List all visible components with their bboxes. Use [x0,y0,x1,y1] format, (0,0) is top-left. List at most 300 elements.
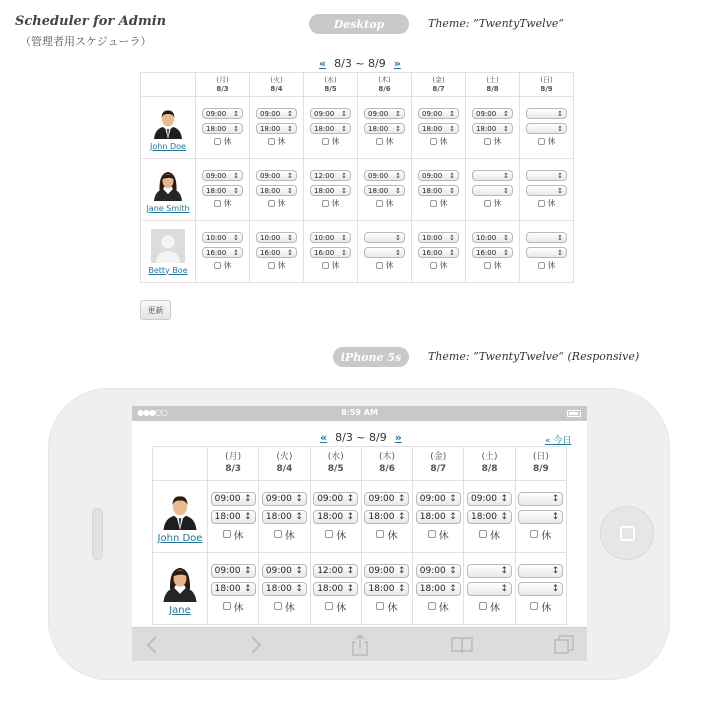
update-button[interactable]: 更新 [140,300,171,320]
end-time-select[interactable] [256,185,297,196]
day-off-label: 休 [331,137,340,146]
start-time-select[interactable] [262,564,307,578]
day-off-toggle[interactable] [412,260,465,271]
next-week-link[interactable]: » [393,57,401,70]
schedule-cell [259,481,310,553]
select-arrow-icon: ↕ [551,511,560,522]
day-off-toggle[interactable] [466,198,519,209]
end-time-select[interactable] [313,582,358,596]
day-off-checkbox[interactable] [479,602,487,610]
start-time-select[interactable] [416,564,461,578]
day-off-label: 休 [493,261,502,270]
day-off-toggle[interactable] [304,136,357,147]
day-off-label: 休 [439,137,448,146]
day-off-label: 休 [223,137,232,146]
start-time-value: 09:00 [214,493,241,504]
select-arrow-icon: ↕ [233,171,239,180]
end-time-select[interactable] [256,247,297,258]
day-of-week: (日) [532,452,549,463]
schedule-cell [208,481,259,553]
start-time-select[interactable] [256,170,297,181]
start-time-select[interactable] [472,170,513,181]
day-off-toggle[interactable] [250,198,303,209]
day-off-toggle[interactable] [311,527,361,542]
select-arrow-icon: ↕ [395,171,401,180]
share-icon[interactable] [340,628,380,661]
schedule-cell [361,481,412,553]
start-time-select[interactable] [202,232,243,243]
schedule-cell [520,159,574,221]
start-time-select[interactable] [418,108,459,119]
start-time-select[interactable] [526,108,567,119]
day-off-toggle[interactable] [304,260,357,271]
start-time-value: 09:00 [368,493,395,504]
start-time-value: 09:00 [206,171,227,180]
day-header [310,447,361,481]
end-time-select[interactable] [416,582,461,596]
end-time-select[interactable] [472,247,513,258]
day-off-label: 休 [385,199,394,208]
select-arrow-icon: ↕ [395,248,401,257]
day-off-checkbox[interactable] [214,200,221,207]
day-off-toggle[interactable] [516,527,566,542]
corner-cell [153,447,208,481]
start-time-select[interactable] [256,232,297,243]
schedule-cell [520,97,574,159]
select-arrow-icon: ↕ [341,186,347,195]
day-off-toggle[interactable] [196,198,249,209]
day-off-checkbox[interactable] [376,200,383,207]
end-time-select[interactable] [364,123,405,134]
end-time-select[interactable] [310,247,351,258]
select-arrow-icon: ↕ [341,248,347,257]
end-time-select[interactable] [202,185,243,196]
day-off-label: 休 [331,261,340,270]
mobile-week-nav [320,431,402,444]
mobile-schedule-table [152,446,567,625]
day-off-toggle[interactable] [304,198,357,209]
day-off-checkbox[interactable] [376,138,383,145]
day-off-label: 休 [439,261,448,270]
start-time-value: 09:00 [214,565,241,576]
day-date: 8/7 [430,463,447,474]
day-off-toggle[interactable] [259,527,309,542]
end-time-select[interactable] [526,185,567,196]
day-date: 8/8 [481,463,498,474]
day-off-label: 休 [493,137,502,146]
day-off-toggle[interactable] [196,260,249,271]
day-off-toggle[interactable] [208,599,258,614]
schedule-cell [250,221,304,283]
day-off-checkbox[interactable] [223,602,231,610]
user-cell [153,481,208,553]
start-time-value: 09:00 [260,171,281,180]
schedule-cell [515,553,566,625]
default-avatar-icon [151,229,185,263]
day-off-toggle[interactable] [413,599,463,614]
forward-icon[interactable] [236,628,276,661]
day-off-label: 休 [336,530,347,542]
day-off-checkbox[interactable] [530,530,538,538]
day-off-checkbox[interactable] [428,602,436,610]
end-time-value: 18:00 [214,511,241,522]
day-date: 8/6 [379,463,395,474]
tabs-icon[interactable] [544,628,584,661]
start-time-value: 09:00 [260,109,281,118]
schedule-cell [412,159,466,221]
day-date: 8/8 [486,84,499,93]
start-time-value: 09:00 [476,109,497,118]
end-time-select[interactable] [256,123,297,134]
end-time-select[interactable] [467,582,512,596]
mobile-theme-label: Theme: ”TwentyTwelve“ (Responsive) [428,350,640,363]
day-header [361,447,412,481]
select-arrow-icon: ↕ [244,493,252,504]
day-off-toggle[interactable] [259,599,309,614]
day-off-checkbox[interactable] [430,200,437,207]
select-arrow-icon: ↕ [395,124,401,133]
select-arrow-icon: ↕ [449,233,455,242]
table-header-row [141,73,574,97]
start-time-select[interactable] [262,492,307,506]
day-off-toggle[interactable] [412,136,465,147]
schedule-cell [520,221,574,283]
phone-screen [132,406,587,661]
desktop-label: Desktop [309,14,409,34]
schedule-cell [358,159,412,221]
home-button-icon [620,526,635,541]
user-name-link[interactable]: Jane [169,604,191,616]
end-time-value: 18:00 [471,511,497,522]
select-arrow-icon: ↕ [395,109,401,118]
select-arrow-icon: ↕ [233,124,239,133]
day-date: 8/9 [532,463,549,474]
select-arrow-icon: ↕ [287,186,293,195]
start-time-select[interactable] [202,108,243,119]
end-time-select[interactable] [262,510,307,524]
day-off-toggle[interactable] [413,527,463,542]
end-time-select[interactable] [418,123,459,134]
schedule-cell [304,159,358,221]
end-time-select[interactable] [310,123,351,134]
back-icon[interactable] [132,628,172,661]
select-arrow-icon: ↕ [287,248,293,257]
day-date: 8/7 [432,84,445,93]
day-off-checkbox[interactable] [484,262,491,269]
day-off-checkbox[interactable] [484,138,491,145]
day-date: 8/4 [276,463,293,474]
day-off-toggle[interactable] [362,599,412,614]
end-time-value: 18:00 [214,583,241,594]
start-time-select[interactable] [472,108,513,119]
start-time-select[interactable] [211,564,256,578]
user-name-link[interactable]: John Doe [150,141,186,151]
day-date: 8/5 [327,463,344,474]
day-off-checkbox[interactable] [376,530,384,538]
user-row [153,553,567,625]
end-time-select[interactable] [418,247,459,258]
end-time-select[interactable] [526,247,567,258]
day-off-checkbox[interactable] [214,262,221,269]
select-arrow-icon: ↕ [244,565,252,576]
day-off-checkbox[interactable] [322,200,329,207]
end-time-select[interactable] [364,582,409,596]
day-off-checkbox[interactable] [214,138,221,145]
day-off-checkbox[interactable] [430,138,437,145]
schedule-cell [466,97,520,159]
schedule-cell [412,97,466,159]
schedule-cell [358,97,412,159]
end-time-select[interactable] [310,185,351,196]
day-off-toggle[interactable] [516,599,566,614]
phone-speaker [92,508,103,560]
start-time-select[interactable] [418,232,459,243]
end-time-select[interactable] [364,247,405,258]
start-time-select[interactable] [518,492,563,506]
start-time-value: 09:00 [422,109,443,118]
end-time-select[interactable] [202,123,243,134]
day-header [196,73,250,97]
end-time-value: 18:00 [260,186,281,195]
select-arrow-icon: ↕ [557,124,563,133]
day-off-checkbox[interactable] [376,602,384,610]
day-off-checkbox[interactable] [325,602,333,610]
week-range: 8/3 ~ 8/9 [335,431,387,444]
start-time-select[interactable] [416,492,461,506]
day-off-toggle[interactable] [311,599,361,614]
end-time-select[interactable] [211,510,256,524]
day-off-toggle[interactable] [208,527,258,542]
end-time-select[interactable] [211,582,256,596]
user-name-link[interactable]: Betty Boe [148,265,188,275]
end-time-select[interactable] [418,185,459,196]
start-time-select[interactable] [472,232,513,243]
schedule-cell [259,553,310,625]
desktop-theme-label: Theme: ”TwentyTwelve“ [428,17,565,30]
user-name-link[interactable]: Jane Smith [146,203,190,213]
start-time-value: 09:00 [419,565,446,576]
select-arrow-icon: ↕ [551,493,560,504]
day-header [520,73,574,97]
day-off-checkbox[interactable] [322,138,329,145]
select-arrow-icon: ↕ [287,233,293,242]
day-off-checkbox[interactable] [538,138,545,145]
day-off-toggle[interactable] [358,198,411,209]
start-time-select[interactable] [467,564,512,578]
start-time-value: 09:00 [206,109,227,118]
start-time-value: 09:00 [317,493,344,504]
today-link[interactable]: « 今日 [545,436,572,446]
day-off-checkbox[interactable] [538,262,545,269]
corner-cell [141,73,196,97]
start-time-select[interactable] [310,108,351,119]
day-off-toggle[interactable] [520,136,573,147]
start-time-select[interactable] [364,108,405,119]
day-off-toggle[interactable] [358,260,411,271]
select-arrow-icon: ↕ [233,109,239,118]
end-time-select[interactable] [313,510,358,524]
day-off-checkbox[interactable] [274,530,282,538]
end-time-select[interactable] [526,123,567,134]
start-time-select[interactable] [310,170,351,181]
day-off-toggle[interactable] [464,527,514,542]
week-range: 8/3 ~ 8/9 [334,57,386,70]
select-arrow-icon: ↕ [449,171,455,180]
start-time-value: 09:00 [265,565,292,576]
start-time-value: 09:00 [419,493,446,504]
day-off-checkbox[interactable] [322,262,329,269]
day-off-label: 休 [385,261,394,270]
day-off-label: 休 [490,602,501,614]
end-time-select[interactable] [472,123,513,134]
day-off-toggle[interactable] [466,260,519,271]
start-time-select[interactable] [313,492,358,506]
prev-week-link[interactable]: « [320,431,328,444]
end-time-value: 18:00 [422,186,443,195]
start-time-select[interactable] [313,564,358,578]
start-time-select[interactable] [364,564,409,578]
day-off-checkbox[interactable] [325,530,333,538]
day-off-checkbox[interactable] [274,602,282,610]
day-off-toggle[interactable] [466,136,519,147]
day-off-checkbox[interactable] [268,138,275,145]
select-arrow-icon: ↕ [295,493,303,504]
end-time-select[interactable] [416,510,461,524]
select-arrow-icon: ↕ [551,583,560,594]
end-time-value: 16:00 [206,248,227,257]
end-time-select[interactable] [472,185,513,196]
day-off-label: 休 [233,530,244,542]
select-arrow-icon: ↕ [500,583,509,594]
day-off-toggle[interactable] [358,136,411,147]
signal-icon: ●●●○○ [137,408,167,417]
end-time-select[interactable] [518,510,563,524]
day-off-toggle[interactable] [520,198,573,209]
schedule-cell [413,553,464,625]
day-off-checkbox[interactable] [376,262,383,269]
bookmarks-icon[interactable] [442,628,482,661]
start-time-select[interactable] [211,492,256,506]
start-time-select[interactable] [364,170,405,181]
select-arrow-icon: ↕ [449,511,457,522]
male-avatar-icon [151,105,185,139]
day-off-label: 休 [493,199,502,208]
end-time-select[interactable] [364,510,409,524]
schedule-cell [310,481,361,553]
select-arrow-icon: ↕ [503,233,509,242]
select-arrow-icon: ↕ [233,248,239,257]
day-header [413,447,464,481]
schedule-cell [196,97,250,159]
end-time-value: 18:00 [314,124,335,133]
day-off-label: 休 [284,602,295,614]
female-avatar-icon [160,562,200,602]
day-off-checkbox[interactable] [268,262,275,269]
end-time-select[interactable] [467,510,512,524]
day-off-toggle[interactable] [250,136,303,147]
end-time-select[interactable] [518,582,563,596]
start-time-value: 09:00 [368,109,389,118]
select-arrow-icon: ↕ [500,565,509,576]
day-off-checkbox[interactable] [268,200,275,207]
start-time-select[interactable] [467,492,512,506]
schedule-cell [412,221,466,283]
start-time-select[interactable] [418,170,459,181]
start-time-select[interactable] [364,492,409,506]
select-arrow-icon: ↕ [346,511,355,522]
select-arrow-icon: ↕ [557,186,563,195]
start-time-select[interactable] [526,170,567,181]
select-arrow-icon: ↕ [244,511,252,522]
day-off-toggle[interactable] [464,599,514,614]
day-off-toggle[interactable] [412,198,465,209]
day-off-toggle[interactable] [362,527,412,542]
day-date: 8/4 [270,84,283,93]
start-time-value: 10:00 [314,233,335,242]
select-arrow-icon: ↕ [395,186,401,195]
start-time-select[interactable] [526,232,567,243]
select-arrow-icon: ↕ [287,109,293,118]
start-time-select[interactable] [310,232,351,243]
start-time-value: 12:00 [317,565,344,576]
schedule-cell [361,553,412,625]
select-arrow-icon: ↕ [557,109,563,118]
schedule-cell [196,159,250,221]
day-off-toggle[interactable] [250,260,303,271]
day-off-checkbox[interactable] [530,602,538,610]
day-off-checkbox[interactable] [223,530,231,538]
day-off-checkbox[interactable] [430,262,437,269]
schedule-cell [250,97,304,159]
schedule-cell [310,553,361,625]
user-name-link[interactable]: John Doe [157,532,203,544]
end-time-value: 18:00 [368,124,389,133]
day-off-toggle[interactable] [196,136,249,147]
select-arrow-icon: ↕ [341,124,347,133]
start-time-select[interactable] [518,564,563,578]
page-subtitle: （管理者用スケジューラ） [20,35,152,48]
next-week-link[interactable]: » [394,431,402,444]
day-off-checkbox[interactable] [484,200,491,207]
day-off-label: 休 [547,137,556,146]
end-time-select[interactable] [202,247,243,258]
status-time: 8:59 AM [341,408,378,417]
end-time-select[interactable] [364,185,405,196]
end-time-select[interactable] [262,582,307,596]
day-of-week: (金) [430,452,447,463]
user-cell [141,159,196,221]
start-time-select[interactable] [256,108,297,119]
day-off-label: 休 [331,199,340,208]
select-arrow-icon: ↕ [346,583,355,594]
day-off-checkbox[interactable] [479,530,487,538]
day-header [515,447,566,481]
day-off-checkbox[interactable] [428,530,436,538]
day-off-toggle[interactable] [520,260,573,271]
day-off-label: 休 [385,137,394,146]
end-time-value: 18:00 [206,124,227,133]
day-off-checkbox[interactable] [538,200,545,207]
prev-week-link[interactable]: « [319,57,327,70]
select-arrow-icon: ↕ [449,493,457,504]
start-time-select[interactable] [364,232,405,243]
select-arrow-icon: ↕ [503,171,509,180]
day-header [412,73,466,97]
start-time-value: 09:00 [471,493,497,504]
start-time-select[interactable] [202,170,243,181]
day-of-week: (水) [327,452,344,463]
schedule-cell [413,481,464,553]
